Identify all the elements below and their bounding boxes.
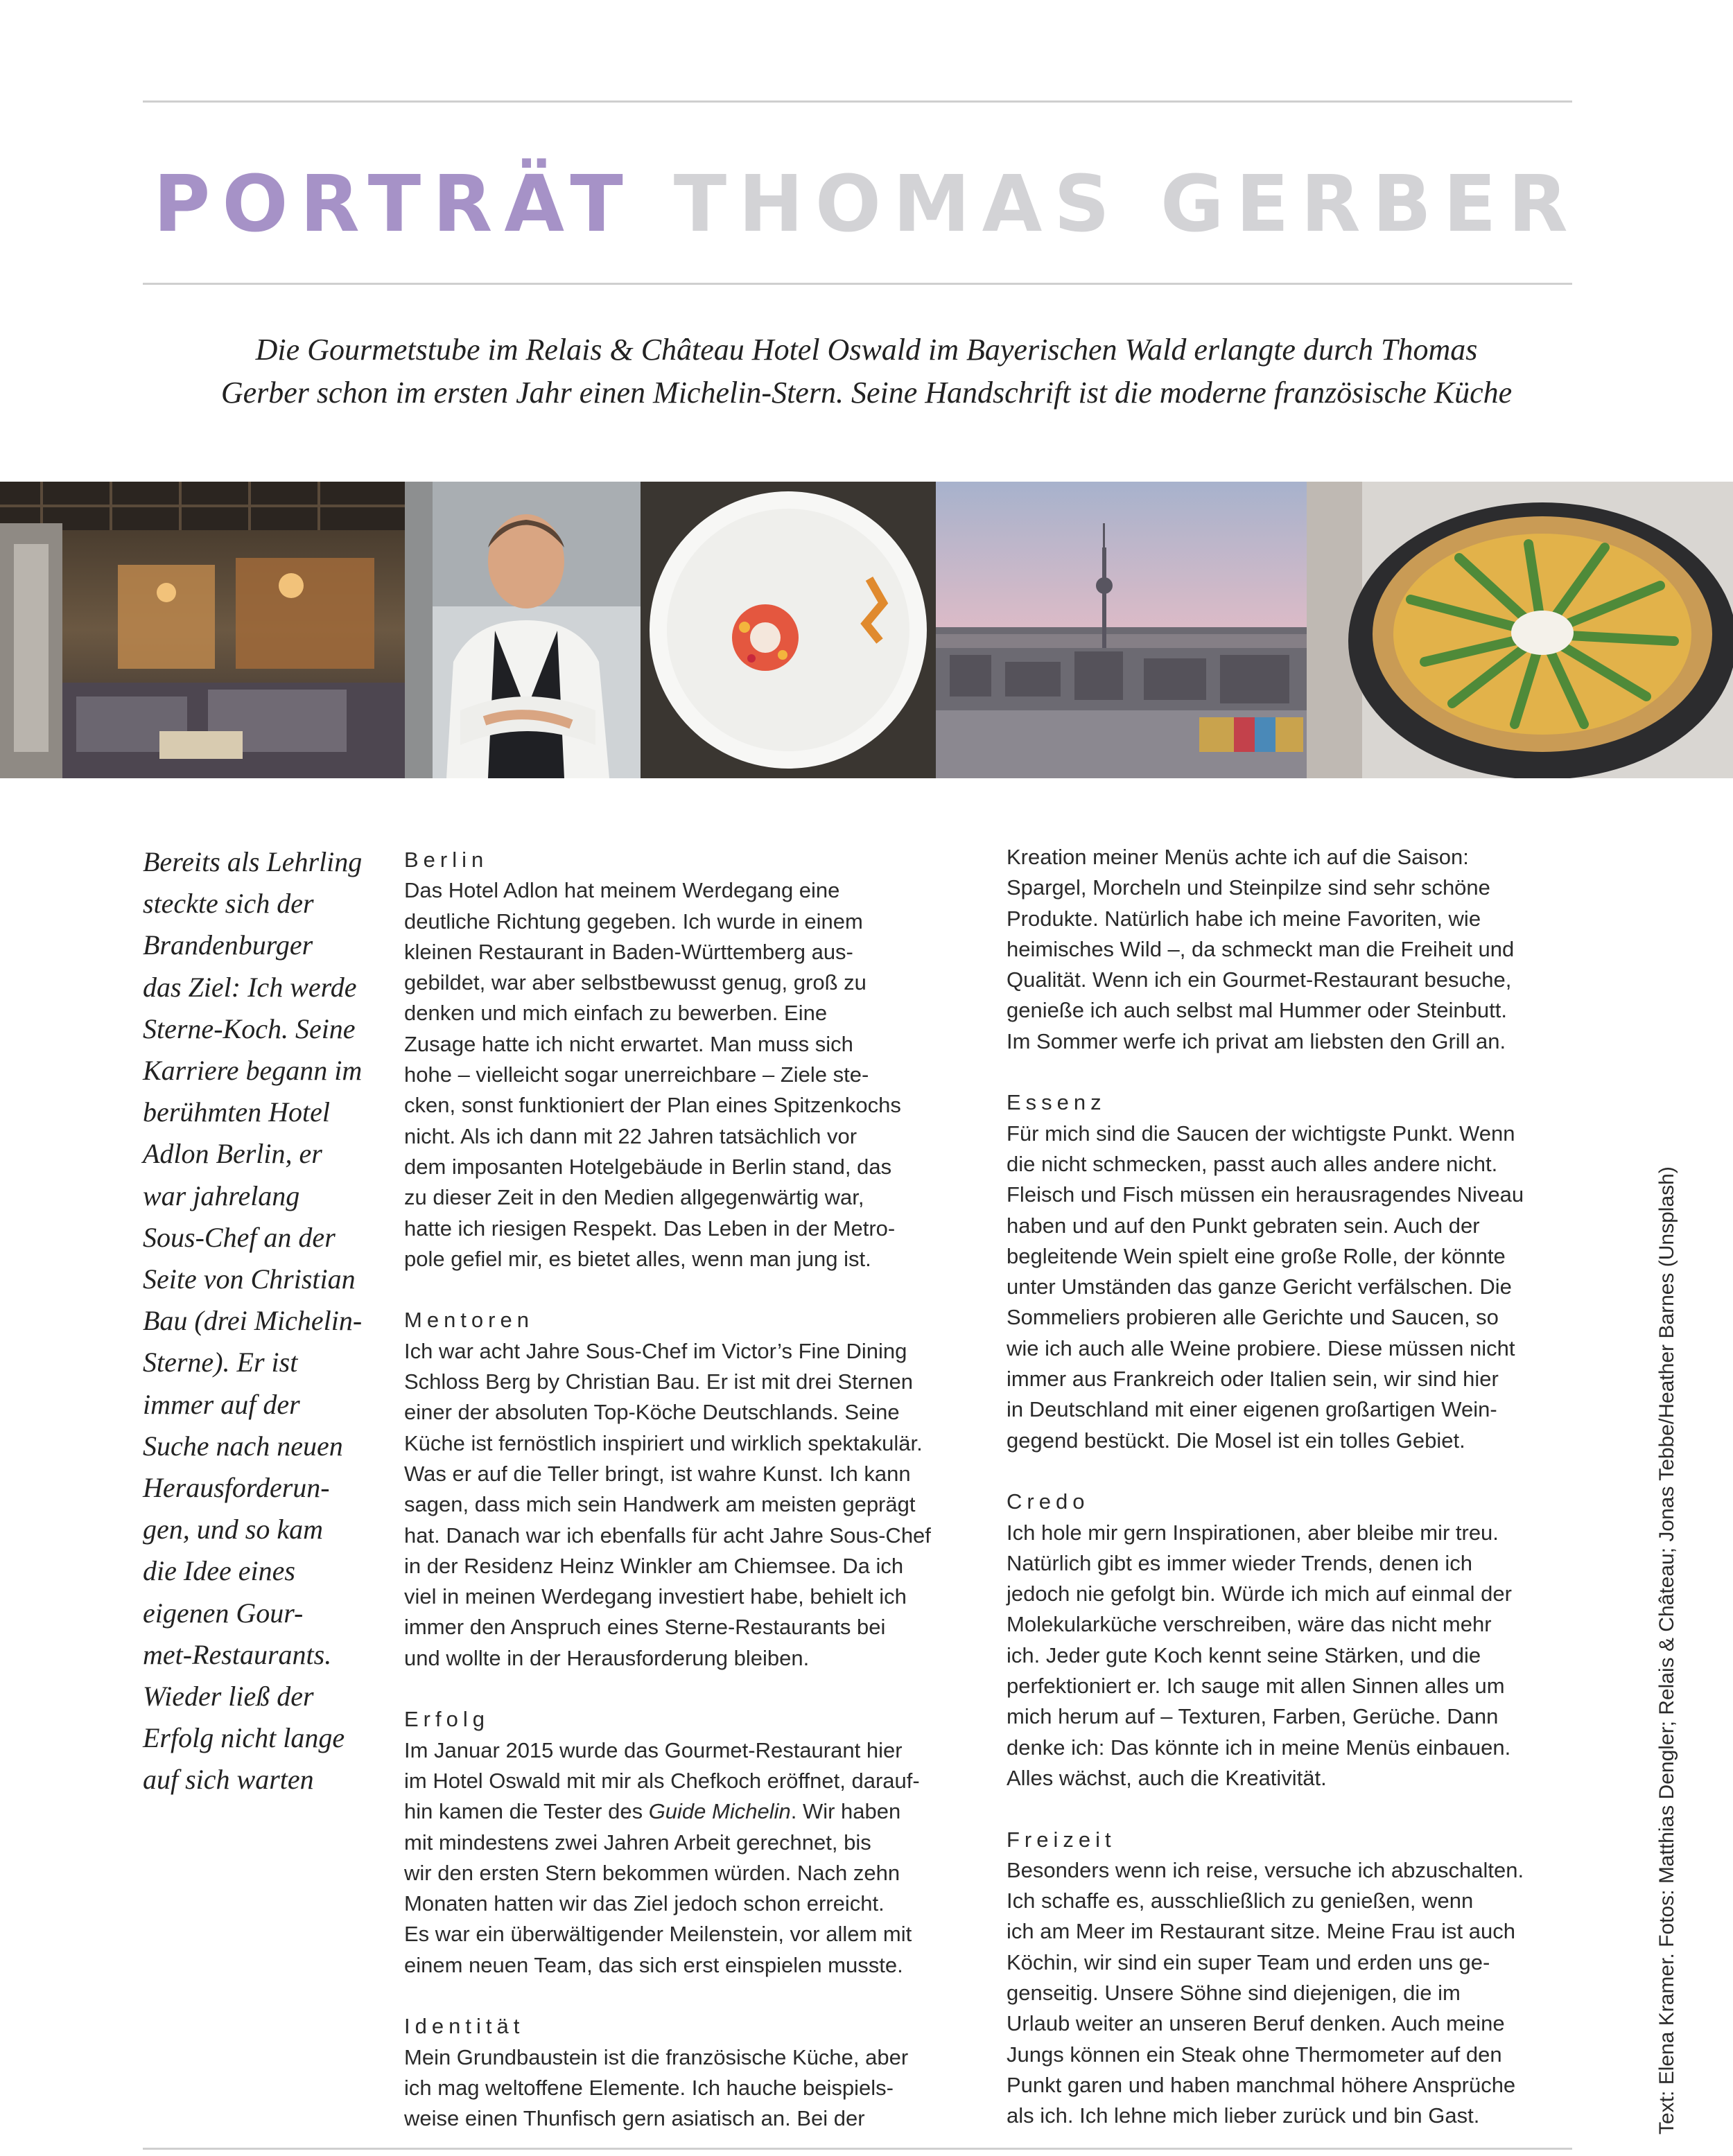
- text-line: Punkt garen und haben manchmal höhere Ansprüche: [1007, 2072, 1516, 2097]
- text-line: Köchin, wir sind ein super Team und erden uns ge-: [1007, 1949, 1490, 1974]
- text-line: die nicht schmecken, passt auch alles andere nicht.: [1007, 1151, 1498, 1176]
- sidebar-line: Sterne-Koch. Seine: [143, 1013, 356, 1044]
- sidebar-line: auf sich warten: [143, 1764, 314, 1796]
- section-body-erfolg: [404, 1735, 973, 1981]
- sidebar-line: Herausforderun-: [143, 1472, 330, 1504]
- text-line: Ich war acht Jahre Sous-Chef im Victor’s Fine Dining: [404, 1338, 907, 1363]
- sidebar-line: Erfolg nicht lange: [143, 1722, 345, 1754]
- text-line: ich am Meer im Restaurant sitze. Meine Frau ist auch: [1007, 1919, 1515, 1944]
- sidebar-line: steckte sich der: [143, 888, 314, 920]
- sidebar-line: die Idee eines: [143, 1555, 295, 1587]
- text-line: im Hotel Oswald mit mir als Chefkoch eröffnet, darauf-: [404, 1768, 920, 1793]
- sidebar-quote: [143, 841, 372, 1801]
- text-line: Fleisch und Fisch müssen ein herausragendes Niveau: [1007, 1182, 1524, 1207]
- sidebar-line: gen, und so kam: [143, 1514, 323, 1545]
- top-divider: [143, 100, 1572, 103]
- sidebar-line: met-Restaurants.: [143, 1638, 332, 1670]
- sidebar-line: immer auf der: [143, 1388, 300, 1420]
- text-line: Urlaub weiter an unseren Beruf denken. Auch meine: [1007, 2011, 1505, 2036]
- text-line: Qualität. Wenn ich ein Gourmet-Restaurant besuche,: [1007, 967, 1512, 992]
- intro-teaser: [139, 328, 1594, 414]
- text-line: genseitig. Unsere Söhne sind diejenigen, die im: [1007, 1980, 1461, 2005]
- text-line: Im Januar 2015 wurde das Gourmet-Restaurant hier: [404, 1737, 903, 1762]
- text-line: Kreation meiner Menüs achte ich auf die Saison:: [1007, 845, 1469, 869]
- text-line: Spargel, Morcheln und Steinpilze sind sehr schöne: [1007, 875, 1490, 900]
- photo-strip: [0, 482, 1733, 778]
- text-line: perfektioniert er. Ich sauge mit allen Sinnen alles um: [1007, 1674, 1505, 1699]
- text-line: viel in meinen Werdegang investiert habe, behielt ich: [404, 1584, 907, 1609]
- text-line: begleitende Wein spielt eine große Rolle, der könnte: [1007, 1243, 1506, 1268]
- text-line: nicht. Als ich dann mit 22 Jahren tatsächlich vor: [404, 1123, 857, 1148]
- text-line: unter Umständen das ganze Gericht verfälschen. Die: [1007, 1274, 1512, 1299]
- text-line: heimisches Wild –, da schmeckt man die Freiheit und: [1007, 936, 1515, 961]
- sidebar-line: Brandenburger: [143, 929, 313, 961]
- sidebar-line: das Ziel: Ich werde: [143, 971, 357, 1003]
- text-line: ich. Jeder gute Koch kennt seine Stärken, und die: [1007, 1642, 1481, 1667]
- text-line: mit mindestens zwei Jahren Arbeit gerechnet, bis: [404, 1830, 871, 1855]
- intro-line: Gerber schon im ersten Jahr einen Michelin-Stern. Seine Handschrift ist die moderne französische Küche: [220, 376, 1513, 410]
- text-line: Monaten hatten wir das Ziel jedoch schon erreicht.: [404, 1891, 885, 1916]
- text-line: denken und mich einfach zu bewerben. Eine: [404, 1001, 828, 1026]
- text-line: Produkte. Natürlich habe ich meine Favoriten, wie: [1007, 906, 1481, 931]
- guide-michelin-emphasis: Guide Michelin: [648, 1799, 791, 1824]
- text-line: Zusage hatte ich nicht erwartet. Man muss sich: [404, 1031, 853, 1056]
- text-line: hatte ich riesigen Respekt. Das Leben in der Metro-: [404, 1216, 896, 1241]
- text-line: Besonders wenn ich reise, versuche ich abzuschalten.: [1007, 1857, 1524, 1882]
- text-line: hat. Danach war ich ebenfalls für acht Jahre Sous-Chef: [404, 1523, 931, 1548]
- sidebar-line: Adlon Berlin, er: [143, 1138, 322, 1170]
- text-line: Mein Grundbaustein ist die französische Küche, aber: [404, 2044, 909, 2069]
- text-line: mich herum auf – Texturen, Farben, Gerüche. Dann: [1007, 1704, 1499, 1729]
- section-heading-freizeit: Freizeit: [1007, 1827, 1116, 1852]
- page-title: [0, 156, 1733, 253]
- text-line: kleinen Restaurant in Baden-Württemberg aus-: [404, 939, 853, 964]
- text-line: einer der absoluten Top-Köche Deutschlands. Seine: [404, 1400, 900, 1425]
- sidebar-line: Bereits als Lehrling: [143, 846, 363, 877]
- section-body-berlin: [404, 875, 973, 1274]
- text-line: weise einen Thunfisch gern asiatisch an. Bei der: [404, 2106, 865, 2131]
- text-line: in der Residenz Heinz Winkler am Chiemsee. Da ich: [404, 1553, 904, 1578]
- text-line: Das Hotel Adlon hat meinem Werdegang eine: [404, 878, 840, 903]
- text-line: immer den Anspruch eines Sterne-Restaurants bei: [404, 1615, 886, 1640]
- section-body-credo: [1007, 1518, 1582, 1794]
- sidebar-line: Suche nach neuen: [143, 1430, 343, 1462]
- text-line: sagen, dass mich sein Handwerk am meisten geprägt: [404, 1492, 916, 1517]
- text-line: in Deutschland mit einer eigenen großartigen Wein-: [1007, 1397, 1497, 1422]
- text-line: Für mich sind die Saucen der wichtigste Punkt. Wenn: [1007, 1121, 1515, 1146]
- text-line: Jungs können ein Steak ohne Thermometer auf den: [1007, 2042, 1502, 2067]
- title-divider: [143, 283, 1572, 285]
- text-line: zu dieser Zeit in den Medien allgegenwärtig war,: [404, 1185, 864, 1210]
- sidebar-line: eigenen Gour-: [143, 1597, 304, 1629]
- article-column-1: [404, 845, 973, 2134]
- intro-line: Die Gourmetstube im Relais & Château Hotel Oswald im Bayerischen Wald erlangte durch Thomas: [255, 333, 1478, 367]
- text-line: Alles wächst, auch die Kreativität.: [1007, 1765, 1327, 1790]
- asparagus-quiche-photo: [1307, 482, 1733, 778]
- sidebar-line: Sous-Chef an der: [143, 1221, 336, 1253]
- text-line: dem imposanten Hotelgebäude in Berlin stand, das: [404, 1154, 892, 1179]
- sidebar-line: Sterne). Er ist: [143, 1347, 298, 1378]
- sidebar-line: Karriere begann im: [143, 1055, 363, 1087]
- section-heading-berlin: Berlin: [404, 848, 489, 872]
- text-line: genieße ich auch selbst mal Hummer oder Steinbutt.: [1007, 998, 1507, 1023]
- title-accent: PORTRÄT: [153, 159, 635, 249]
- text-line: Was er auf die Teller bringt, ist wahre Kunst. Ich kann: [404, 1461, 911, 1486]
- sidebar-line: berühmten Hotel: [143, 1096, 330, 1128]
- section-body-freizeit: [1007, 1855, 1582, 2132]
- section-heading-identitaet: Identität: [404, 2014, 525, 2039]
- text-line: als ich. Ich lehne mich lieber zurück und bin Gast.: [1007, 2103, 1480, 2128]
- text-line: Es war ein überwältigender Meilenstein, vor allem mit: [404, 1922, 912, 1947]
- text-line: jedoch nie gefolgt bin. Würde ich mich auf einmal der: [1007, 1581, 1512, 1606]
- section-heading-essenz: Essenz: [1007, 1090, 1106, 1115]
- text-line: Schloss Berg by Christian Bau. Er ist mit drei Sternen: [404, 1369, 913, 1394]
- chef-portrait-photo: [405, 482, 641, 778]
- photo-credit: Text: Elena Kramer. Fotos: Matthias Dengler; Relais & Château; Jonas Tebbe/Heather Barnes (Unsplash): [1655, 1166, 1678, 2135]
- text-line: wie ich auch alle Weine probiere. Diese müssen nicht: [1007, 1335, 1515, 1360]
- section-heading-mentoren: Mentoren: [404, 1308, 534, 1333]
- section-body-identitaet: [404, 2042, 973, 2135]
- text-line: ich mag weltoffene Elemente. Ich hauche beispiels-: [404, 2075, 894, 2100]
- text-line: und wollte in der Herausforderung bleiben.: [404, 1645, 810, 1670]
- text-line: hohe – vielleicht sogar unerreichbare – Ziele ste-: [404, 1062, 869, 1087]
- text-line: hin kamen die Tester des Guide Michelin. Wir haben: [404, 1799, 901, 1824]
- sidebar-line: Bau (drei Michelin-: [143, 1305, 363, 1337]
- text-line: Molekularküche verschreiben, wäre das nicht mehr: [1007, 1612, 1492, 1637]
- section-body-mentoren: [404, 1336, 973, 1674]
- section-heading-erfolg: Erfolg: [404, 1707, 489, 1732]
- text-line: Ich hole mir gern Inspirationen, aber bleibe mir treu.: [1007, 1520, 1499, 1545]
- title-name: THOMAS GERBER: [673, 159, 1580, 249]
- section-body-kreation: [1007, 842, 1582, 1057]
- text-line: Sommeliers probieren alle Gerichte und Saucen, so: [1007, 1305, 1499, 1330]
- section-heading-credo: Credo: [1007, 1489, 1090, 1514]
- text-line: pole gefiel mir, es bietet alles, wenn man jung ist.: [404, 1246, 871, 1271]
- bottom-divider: [143, 2148, 1572, 2150]
- text-line: Ich schaffe es, ausschließlich zu genießen, wenn: [1007, 1888, 1474, 1913]
- text-line: haben und auf den Punkt gebraten sein. Auch der: [1007, 1213, 1480, 1238]
- section-body-essenz: [1007, 1119, 1582, 1456]
- berlin-skyline-photo: [936, 482, 1307, 778]
- sidebar-line: war jahrelang: [143, 1180, 300, 1211]
- sidebar-line: Wieder ließ der: [143, 1681, 314, 1712]
- text-line: einem neuen Team, das sich erst einspielen musste.: [404, 1952, 903, 1977]
- article-column-2: [1007, 842, 1582, 2131]
- text-line: cken, sonst funktioniert der Plan eines Spitzenkochs: [404, 1093, 901, 1118]
- text-line: Im Sommer werfe ich privat am liebsten den Grill an.: [1007, 1028, 1506, 1053]
- text-line: Natürlich gibt es immer wieder Trends, denen ich: [1007, 1550, 1472, 1575]
- text-line: denke ich: Das könnte ich in meine Menüs einbauen.: [1007, 1735, 1511, 1760]
- plated-dessert-photo: [641, 482, 936, 778]
- text-line: wir den ersten Stern bekommen würden. Nach zehn: [404, 1860, 900, 1885]
- text-line: immer aus Frankreich oder Italien sein, wir sind hier: [1007, 1367, 1499, 1392]
- text-line: gebildet, war aber selbstbewusst genug, groß zu: [404, 970, 866, 995]
- restaurant-interior-photo: [0, 482, 405, 778]
- text-line: Küche ist fernöstlich inspiriert und wirklich spektakulär.: [404, 1430, 923, 1455]
- text-line: deutliche Richtung gegeben. Ich wurde in einem: [404, 909, 863, 934]
- sidebar-line: Seite von Christian: [143, 1263, 356, 1295]
- text-line: gegend bestückt. Die Mosel ist ein tolles Gebiet.: [1007, 1428, 1465, 1453]
